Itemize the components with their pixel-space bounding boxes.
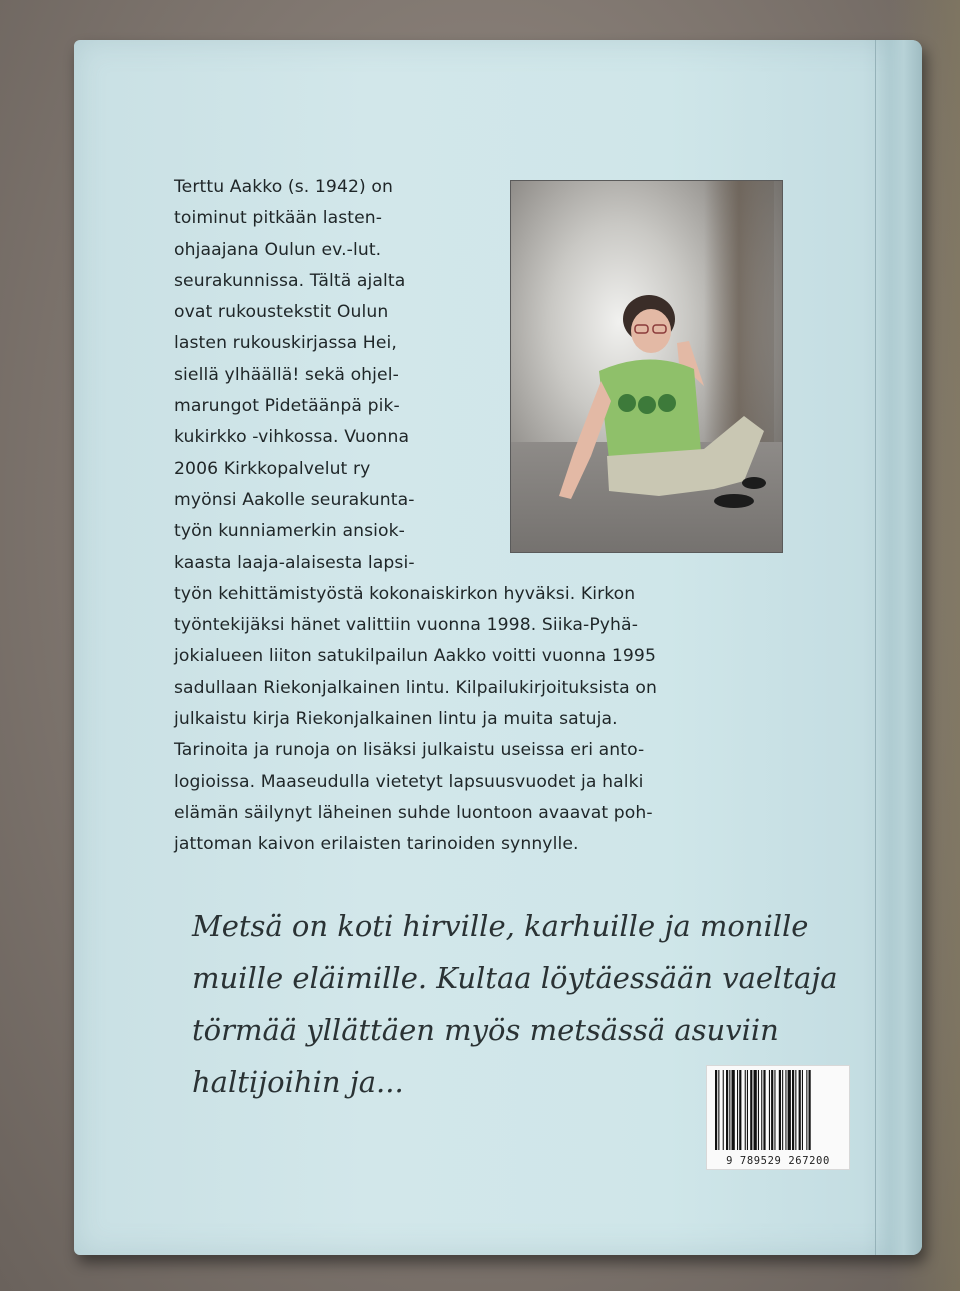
barcode-bar bbox=[758, 1070, 759, 1150]
bio-line: seurakunnissa. Tältä ajalta bbox=[174, 270, 406, 291]
bio-line: siellä ylhäällä! sekä ohjel- bbox=[174, 364, 399, 385]
barcode-bar bbox=[732, 1070, 735, 1150]
barcode-bar bbox=[761, 1070, 762, 1150]
barcode-bar bbox=[792, 1070, 794, 1150]
barcode-bar bbox=[769, 1070, 770, 1150]
bio-line: kaasta laaja-alaisesta lapsi- bbox=[174, 552, 415, 573]
barcode-bar bbox=[795, 1070, 796, 1150]
isbn-digits: 9 789529 267200 bbox=[726, 1155, 830, 1167]
barcode-bar bbox=[723, 1070, 724, 1150]
bio-line: myönsi Aakolle seurakunta- bbox=[174, 489, 415, 510]
bio-line: työn kunniamerkin ansiok- bbox=[174, 521, 405, 542]
barcode-bar bbox=[747, 1070, 748, 1150]
barcode-bar bbox=[763, 1070, 765, 1150]
barcode-bar bbox=[799, 1070, 801, 1150]
bio-line: elämän säilynyt läheinen suhde luontoon avaavat poh- bbox=[174, 802, 653, 823]
barcode-bar bbox=[779, 1070, 781, 1150]
bio-line: työn kehittämistyöstä kokonaiskirkon hyväksi. Kirkon bbox=[174, 583, 636, 604]
barcode-bar bbox=[750, 1070, 752, 1150]
bio-line: logioissa. Maaseudulla vietetyt lapsuusvuodet ja halki bbox=[174, 771, 644, 792]
bio-line: julkaistu kirja Riekonjalkainen lintu ja muita satuja. bbox=[174, 709, 618, 730]
blurb-line: haltijoihin ja... bbox=[192, 1065, 404, 1099]
barcode-bar bbox=[745, 1070, 746, 1150]
isbn-barcode bbox=[706, 1065, 850, 1170]
bio-line: jattoman kaivon erilaisten tarinoiden synnylle. bbox=[174, 834, 579, 855]
bio-line: lasten rukouskirjassa Hei, bbox=[174, 333, 397, 354]
barcode-bar bbox=[788, 1070, 791, 1150]
barcode-bar bbox=[729, 1070, 730, 1150]
barcode-bar bbox=[782, 1070, 783, 1150]
bio-line: sadullaan Riekonjalkainen lintu. Kilpailukirjoituksista on bbox=[174, 677, 657, 698]
bio-line: 2006 Kirkkopalvelut ry bbox=[174, 458, 371, 479]
barcode-bars bbox=[715, 1070, 841, 1150]
barcode-bar bbox=[785, 1070, 786, 1150]
bio-line: toiminut pitkään lasten- bbox=[174, 208, 383, 229]
barcode-bar bbox=[715, 1070, 717, 1150]
barcode-bar bbox=[771, 1070, 773, 1150]
barcode-bar bbox=[809, 1070, 811, 1150]
barcode-bar bbox=[806, 1070, 807, 1150]
barcode-bar bbox=[737, 1070, 738, 1150]
bio-line: ohjaajana Oulun ev.-lut. bbox=[174, 239, 382, 260]
bio-line: Terttu Aakko (s. 1942) on bbox=[174, 177, 394, 197]
barcode-bar bbox=[718, 1070, 719, 1150]
barcode-bar bbox=[726, 1070, 728, 1150]
bio-line: kukirkko -vihkossa. Vuonna bbox=[174, 427, 410, 448]
barcode-bar bbox=[774, 1070, 775, 1150]
bio-line: työntekijäksi hänet valittiin vuonna 1998. Siika-Pyhä- bbox=[174, 615, 638, 636]
barcode-bar bbox=[739, 1070, 741, 1150]
bio-line: jokialueen liiton satukilpailun Aakko voitti vuonna 1995 bbox=[174, 646, 656, 667]
book-back-cover bbox=[74, 40, 922, 1255]
bio-line: Tarinoita ja runoja on lisäksi julkaistu useissa eri anto- bbox=[174, 740, 645, 761]
blurb-line: muille eläimille. Kultaa löytäessään vaeltaja bbox=[192, 961, 838, 995]
barcode-bar bbox=[754, 1070, 757, 1150]
author-bio bbox=[174, 172, 814, 861]
blurb-line: Metsä on koti hirville, karhuille ja monille bbox=[192, 909, 809, 943]
barcode-bar bbox=[802, 1070, 803, 1150]
bio-line: ovat rukoustekstit Oulun bbox=[174, 302, 389, 323]
bio-line: marungot Pidetäänpä pik- bbox=[174, 396, 400, 417]
book-spine-edge bbox=[875, 40, 922, 1255]
blurb-line: törmää yllättäen myös metsässä asuviin bbox=[192, 1013, 779, 1047]
